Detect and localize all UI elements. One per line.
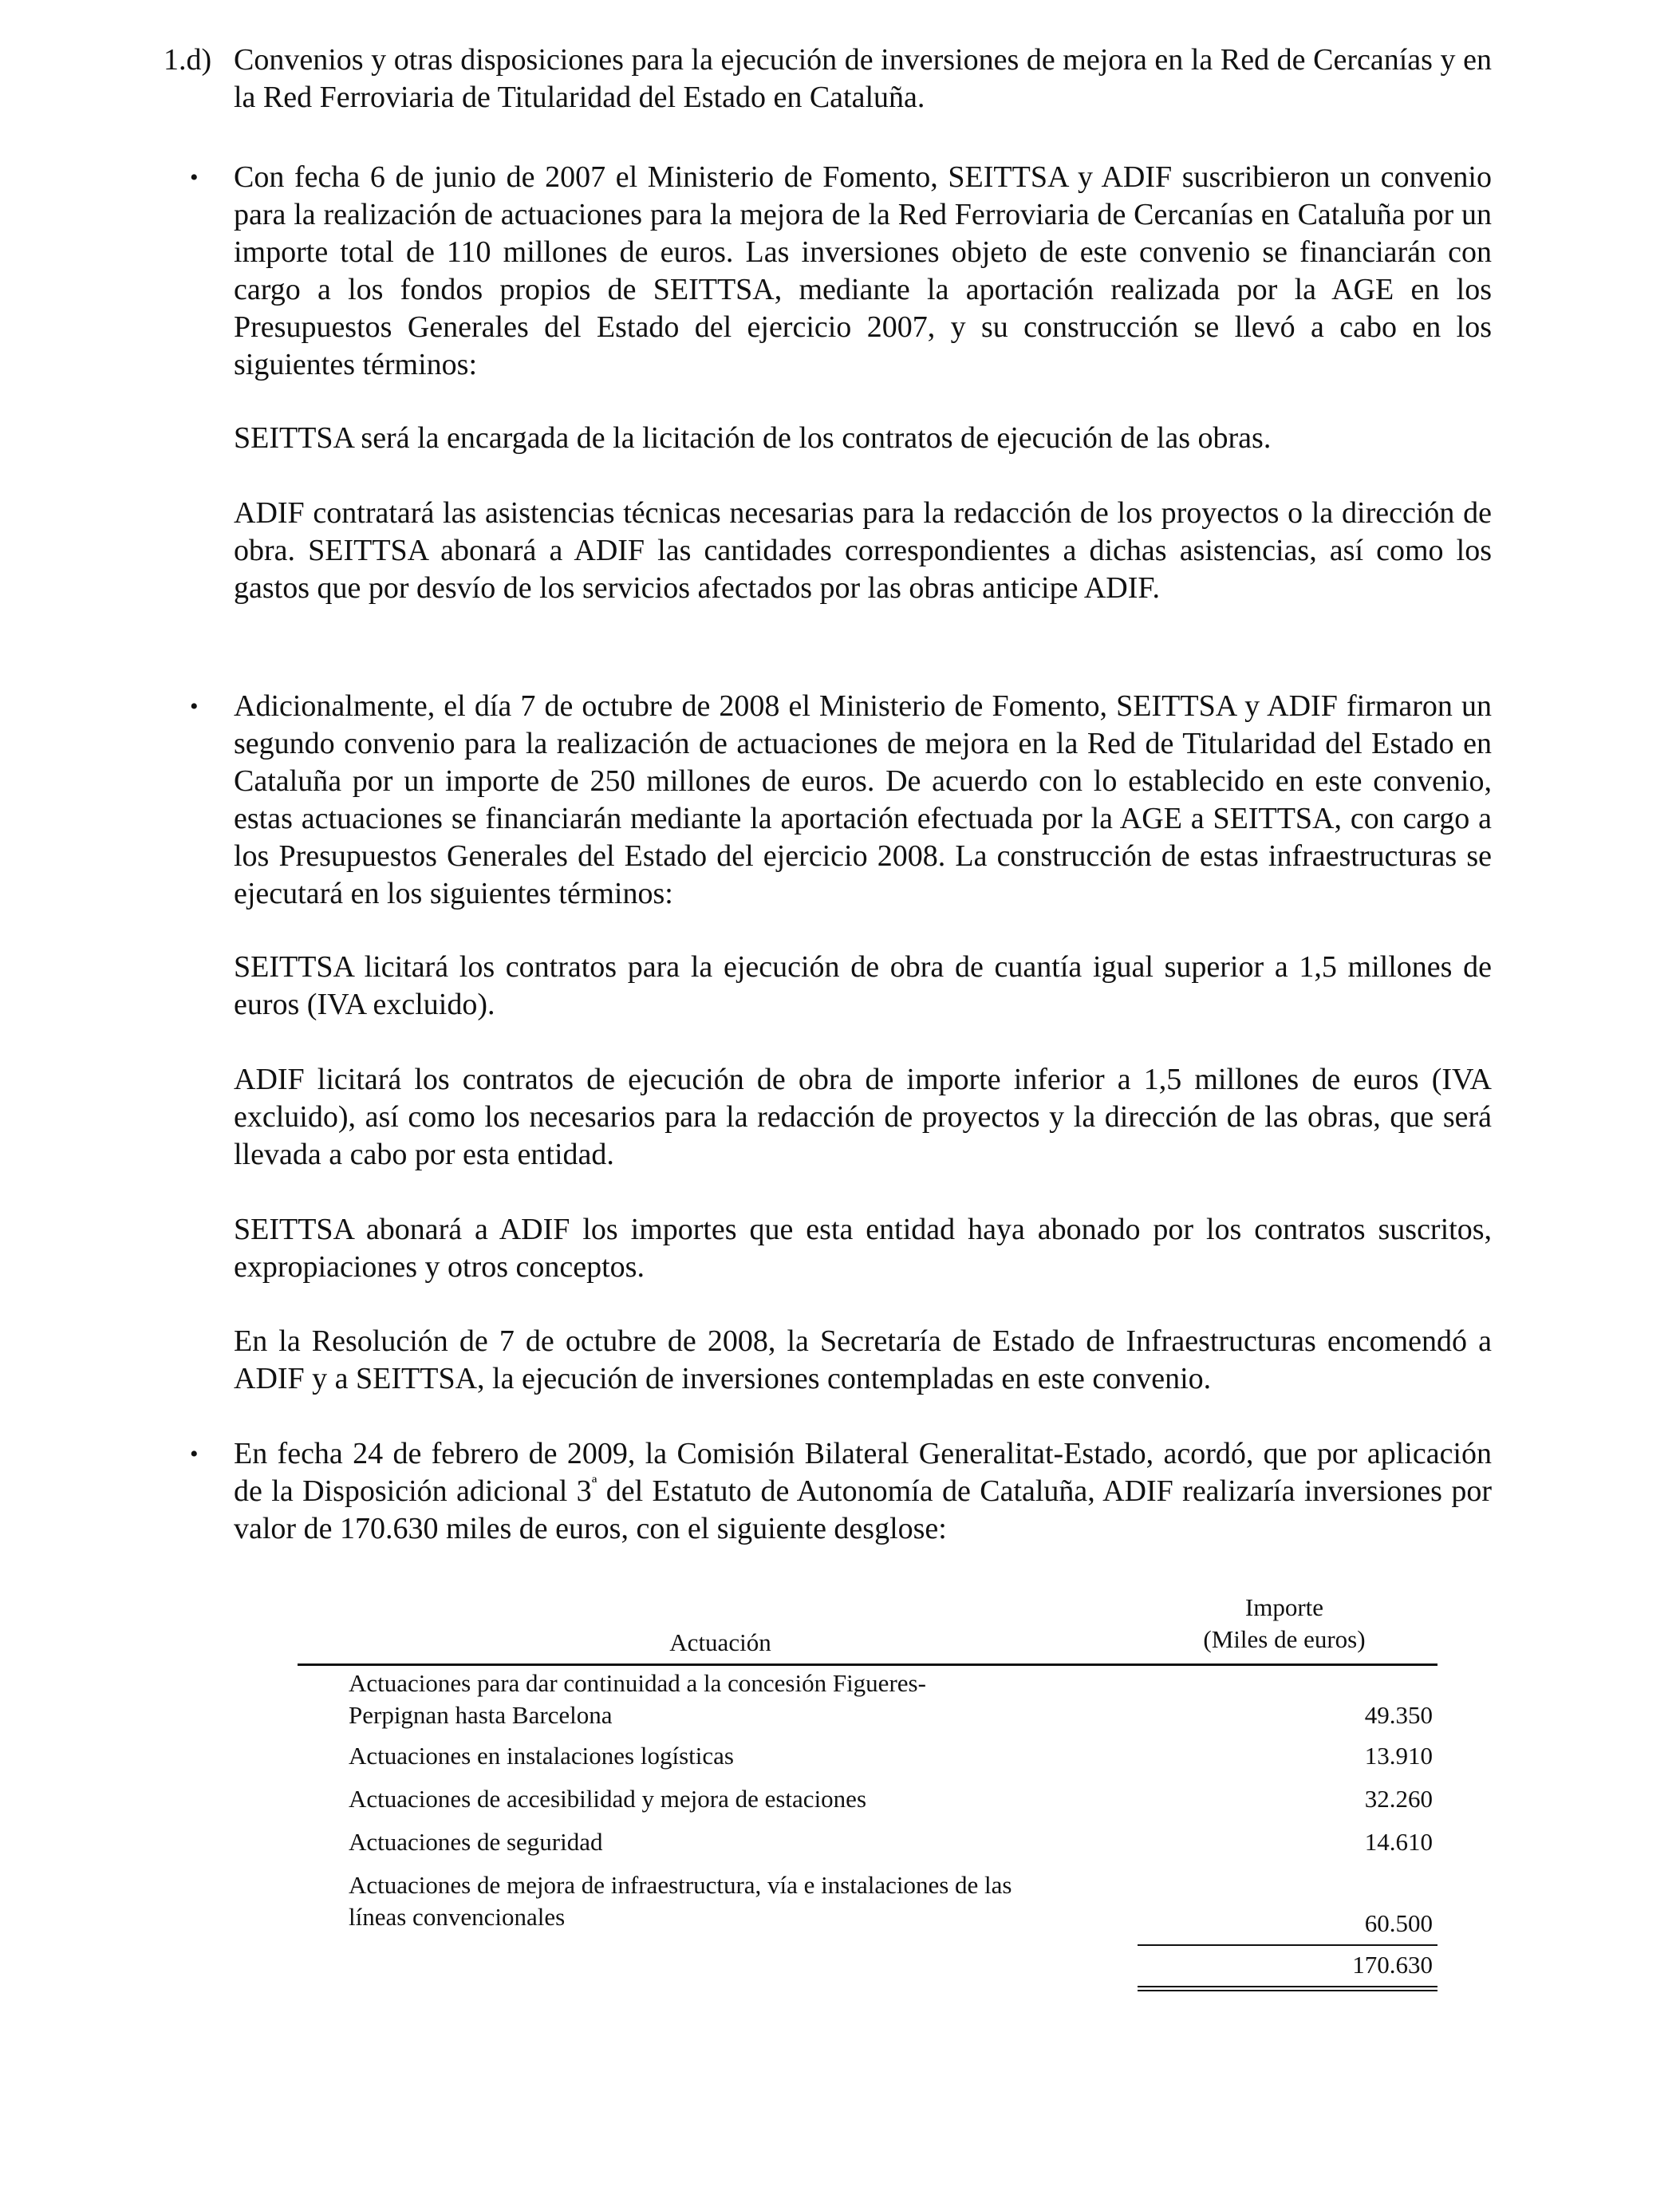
table-cell-value: 60.500 [1364, 1909, 1433, 1937]
paragraph-bullet-3: En fecha 24 de febrero de 2009, la Comisión Bilateral Generalitat-Estado, acordó, que por aplicación de la Disposición adicional $3^ª$ del Estatuto de Autonomía de Cataluña, ADIF realizaría inversiones por valor de 170.630 miles de euros, con el siguiente desglose: [234, 1437, 1492, 1545]
document-page: 1.d) Convenios y otras disposiciones para la ejecución de inversiones de mejora en la Red de Cercanías y en la Red Ferroviaria de Titularidad del Estado en Cataluña. • Con fecha 6 de junio de 2007 el Ministerio de Fomento, SEITTSA y ADIF suscribieron un convenio para la realización de actuaciones para la mejora de la Red Ferroviaria de Cercanías en Cataluña por un importe total de 110 millones de euros. Las inversiones objeto de este convenio se financiarán con cargo a los fondos propios de SEITTSA, mediante la aportación realizada por la AGE en los Presupuestos Generales del Estado del ejercicio 2007, y su construcción se llevó a cabo en los siguientes términos: SEITTSA será la encargada de la licitación de los contratos de ejecución de las obras. ADIF contratará las asistencias técnicas necesarias para la redacción de los proyectos o la dirección de obra. SEITTSA abonará a ADIF las cantidades correspondientes a dichas asistencias, así como los gastos que por desvío de los servicios afectados por las obras anticipe ADIF. • Adicionalmente, el día 7 de octubre de 2008 el Ministerio de Fomento, SEITTSA y ADIF firmaron un segundo convenio para la realización de actuaciones de mejora en la Red de Titularidad del Estado en Cataluña por un importe de 250 millones de euros. De acuerdo con lo establecido en este convenio, estas actuaciones se financiarán mediante la aportación efectuada por la AGE a SEITTSA, con cargo a los Presupuestos Generales del Estado del ejercicio 2008. La construcción de estas infraestructuras se ejecutará en los siguientes términos: SEITTSA licitará los contratos para la ejecución de obra de cuantía igual superior a 1,5 millones de euros (IVA excluido). ADIF licitará los contratos de ejecución de obra de importe inferior a 1,5 millones de euros (IVA excluido), así como los necesarios para la redacción de proyectos y la dirección de las obras, que será llevada a cabo por esta entidad. SEITTSA abonará a ADIF los importes que esta entidad haya abonado por los contratos suscritos, expropiaciones y otros conceptos. En la Resolución de 7 de octubre de 2008, la Secretaría de Estado de Infraestructuras encomendó a ADIF y a SEITTSA, la ejecución de inversiones contempladas en este convenio. • En fecha 24 de febrero de 2009, la Comisión Bilateral Generalitat-Estado, acordó, que por aplicación de la Disposición adicional $3^ª$ del Estatuto de Autonomía de Cataluña, ADIF realizaría inversiones por valor de 170.630 miles de euros, con el siguiente desglose: Actuación Importe (Miles de euros) Actuaciones para dar continuidad a la concesión Figueres- Perpignan hasta Barcelona 49.350 Actuaciones en instalaciones logísticas 13.910 Actuaciones de accesibilidad y mejora de estaciones 32.260 Actuaciones de seguridad 14.610 Actuaciones de mejora de infraestructura, vía e instalaciones de las líneas convencionales 60.500 170.630 [0, 0, 1680, 2210]
bullet-icon: • [190, 164, 199, 191]
paragraph-bullet-2: Adicionalmente, el día 7 de octubre de 2008 el Ministerio de Fomento, SEITTSA y ADIF firmaron un segundo convenio para la realización de actuaciones de mejora en la Red de Titularidad del Estado en Cataluña por un importe de 250 millones de euros. De acuerdo con lo establecido en este convenio, estas actuaciones se financiarán mediante la aportación efectuada por la AGE a SEITTSA, con cargo a los Presupuestos Generales del Estado del ejercicio 2008. La construcción de estas infraestructuras se ejecutará en los siguientes términos: [234, 689, 1492, 910]
table-total-double-rule [1138, 1986, 1437, 1991]
column-header-actuacion: Actuación [669, 1628, 771, 1656]
column-header-importe: Importe (Miles de euros) [1203, 1593, 1366, 1653]
table-cell-value: 32.260 [1364, 1785, 1433, 1813]
paragraph-bullet-1: Con fecha 6 de junio de 2007 el Ministerio de Fomento, SEITTSA y ADIF suscribieron un convenio para la realización de actuaciones para la mejora de la Red Ferroviaria de Cercanías en Cataluña por un importe total de 110 millones de euros. Las inversiones objeto de este convenio se financiarán con cargo a los fondos propios de SEITTSA, mediante la aportación realizada por la AGE en los Presupuestos Generales del Estado del ejercicio 2007, y su construcción se llevó a cabo en los siguientes términos: [234, 160, 1492, 381]
paragraph-adif-licitara: ADIF licitará los contratos de ejecución de obra de importe inferior a 1,5 millones de euros (IVA excluido), así como los necesarios para la redacción de proyectos y la dirección de las obras, que será llevada a cabo por esta entidad. [234, 1063, 1492, 1171]
paragraph-seittsa-obras: SEITTSA será la encargada de la licitación de los contratos de ejecución de las obras. [234, 421, 1272, 455]
table-cell-value: 14.610 [1364, 1828, 1433, 1856]
paragraph-resolucion: En la Resolución de 7 de octubre de 2008, la Secretaría de Estado de Infraestructuras encomendó a ADIF y a SEITTSA, la ejecución de inversiones contempladas en este convenio. [234, 1324, 1492, 1395]
table-total-value: 170.630 [1352, 1951, 1433, 1979]
section-number: 1.d) [164, 43, 212, 77]
bullet-icon: • [190, 693, 199, 720]
section-title: Convenios y otras disposiciones para la ejecución de inversiones de mejora en la Red de Cercanías y en la Red Ferroviaria de Titularidad del Estado en Cataluña. [234, 43, 1492, 114]
table-cell-value: 49.350 [1364, 1701, 1433, 1729]
paragraph-seittsa-abonara: SEITTSA abonará a ADIF los importes que esta entidad haya abonado por los contratos suscritos, expropiaciones y otros conceptos. [234, 1213, 1492, 1284]
table-total-rule [1138, 1944, 1437, 1946]
table-cell-value: 13.910 [1364, 1742, 1433, 1770]
bullet-icon: • [190, 1441, 199, 1467]
table-header-rule [298, 1663, 1437, 1666]
paragraph-adif-asistencias: ADIF contratará las asistencias técnicas necesarias para la redacción de los proyectos o la dirección de obra. SEITTSA abonará a ADIF las cantidades correspondientes a dichas asistencias, así como los gastos que por desvío de los servicios afectados por las obras anticipe ADIF. [234, 496, 1492, 605]
paragraph-seittsa-licitara: SEITTSA licitará los contratos para la ejecución de obra de cuantía igual superior a 1,5 millones de euros (IVA excluido). [234, 950, 1492, 1021]
